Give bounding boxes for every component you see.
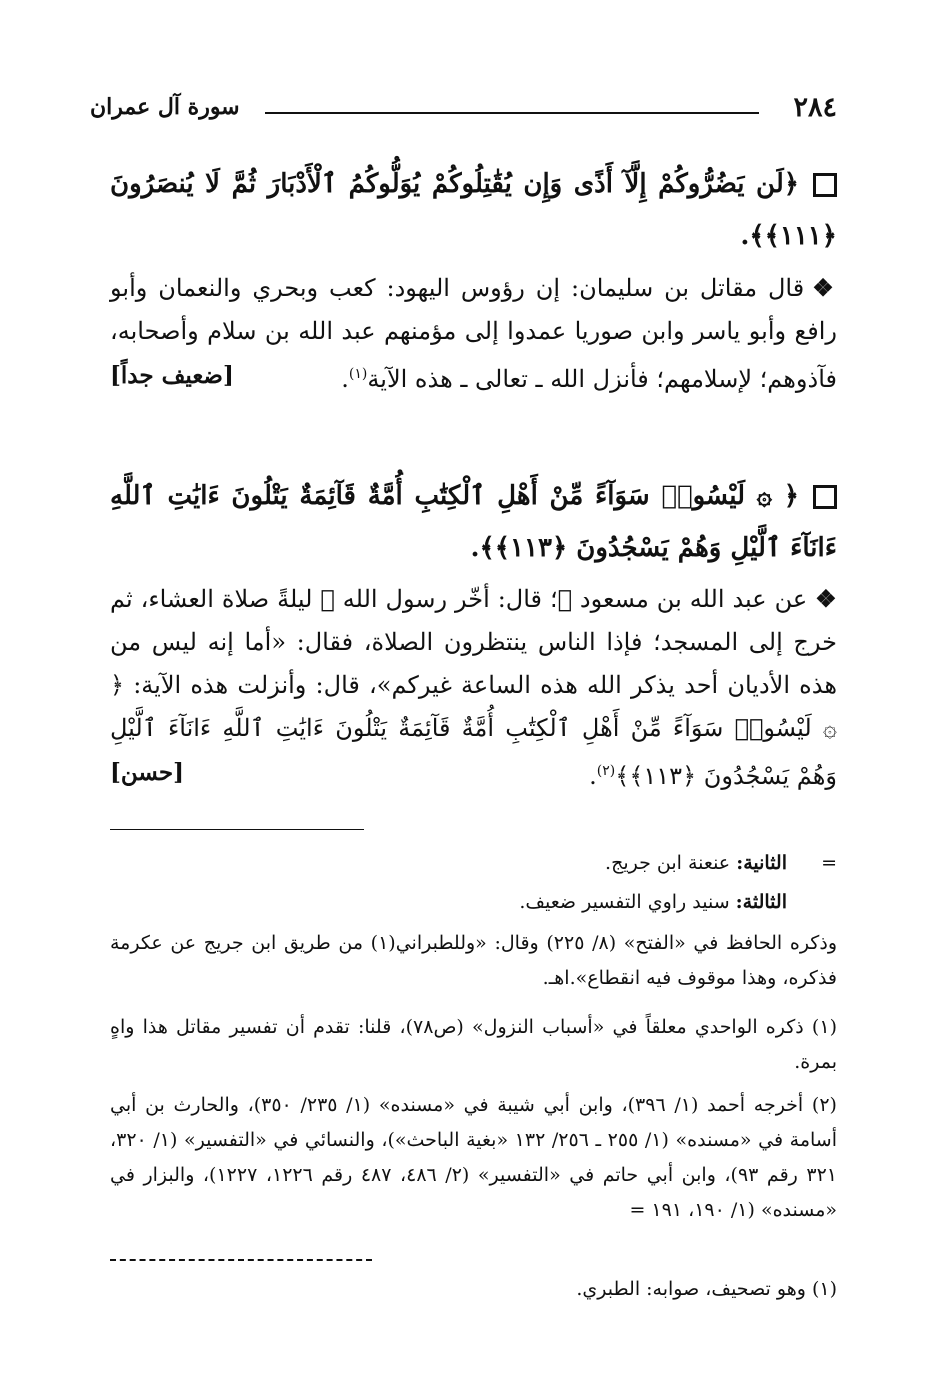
narration-2-text: عن عبد الله بن مسعود ﷺ؛ قال: أخّر رسول الله ﷺ ليلةً صلاة العشاء، ثم خرج إلى المسجد؛ فإذا الناس ينتظرون الصلاة، فقال: «أما إنه ليس من هذه الأديان أحد يذكر الله هذه الساعة غيركم»، قال: وأنزلت هذه الآية: ﴿ ۞ لَيْسُوا۟ سَوَآءً مِّنْ أَهْلِ ٱلْكِتَٰبِ أُمَّةٌ قَآئِمَةٌ يَتْلُونَ ءَايَٰتِ ٱللَّهِ ءَانَآءَ ٱلَّيْلِ وَهُمْ يَسْجُدُونَ ﴿١١٣﴾﴾ — [110, 585, 837, 790]
footnote-text: ذكره الواحدي معلقاً في «أسباب النزول» (ص٧٨)، قلنا: تقدم أن تفسير مقاتل هذا واهٍ بمرة. — [110, 1016, 837, 1073]
subfootnote-1 — [110, 1272, 837, 1307]
footnote-number: (١) — [811, 1278, 837, 1300]
footnote-2 — [110, 1088, 837, 1228]
footnote-label: الثانية: — [736, 852, 787, 874]
footnote-label: الثالثة: — [735, 891, 787, 913]
footnote-number: (٢) — [811, 1094, 837, 1116]
footnote-separator — [110, 829, 364, 830]
narration-2-end: . — [589, 762, 597, 790]
subfootnote-separator — [110, 1259, 372, 1261]
diamond-marker-icon: ❖ — [812, 273, 838, 302]
verse-113-text: ﴿ ۞ لَيْسُوا۟ سَوَآءً مِّنْ أَهْلِ ٱلْكِتَٰبِ أُمَّةٌ قَآئِمَةٌ يَتْلُونَ ءَايَٰتِ ٱللَّهِ ءَانَآءَ ٱلَّيْلِ وَهُمْ يَسْجُدُونَ ﴿١١٣﴾﴾. — [110, 481, 837, 563]
footnote-text: أخرجه أحمد (١/ ٣٩٦)، وابن أبي شيبة في «مسنده» (١/ ٢٣٥/ ٣٥٠)، والحارث بن أبي أسامة في «مسنده» (١/ ٢٥٥ ـ ٢٥٦/ ١٣٢ «بغية الباحث»)، والنسائي في «التفسير» (١/ ٣٢٠، ٣٢١ رقم ٩٣)، وابن أبي حاتم في «التفسير» (٢/ ٤٨٦، ٤٨٧ رقم ١٢٢٦، ١٢٢٧)، والبزار في «مسنده» (١/ ١٩٠، ١٩١ = — [110, 1094, 838, 1221]
narration-1-end: . — [341, 365, 349, 393]
page-number: ٢٨٤ — [793, 92, 837, 123]
continuation-mark: = — [821, 852, 837, 874]
diamond-marker-icon: ❖ — [815, 584, 837, 613]
verse-113-block — [110, 470, 837, 574]
surah-title: سورة آل عمران — [90, 94, 240, 120]
footnote-text: وهو تصحيف، صوابه: الطبري. — [576, 1278, 806, 1300]
page-header — [90, 92, 837, 126]
note-ref: (١) — [348, 366, 368, 382]
narration-2 — [110, 577, 837, 798]
narration-1-text: قال مقاتل بن سليمان: إن رؤوس اليهود: كعب وبحري والنعمان وأبو رافع وأبو ياسر وابن صوريا عمدوا إلى مؤمنهم عبد الله بن سلام وأصحابه، فآذوهم؛ لإسلامهم؛ فأنزل الله ـ تعالى ـ هذه الآية — [110, 274, 837, 393]
footnote-number: (١) — [811, 1016, 837, 1038]
footnote-text: وذكره الحافظ في «الفتح» (٨/ ٢٢٥) وقال: «وللطبراني(١) من طريق ابن جريج عن عكرمة فذكره، وهذا موقوف فيه انقطاع».اهـ. — [110, 932, 837, 989]
footnote-cont-third — [110, 885, 787, 920]
verse-111-block — [110, 158, 837, 262]
square-bullet-icon — [813, 485, 837, 509]
footnote-text: عنعنة ابن جريج. — [605, 852, 731, 874]
footnote-cont-second — [110, 846, 787, 881]
footnote-1 — [110, 1010, 837, 1080]
square-bullet-icon — [813, 173, 837, 197]
grade-verdict: [ضعيف جداً] — [110, 362, 234, 389]
header-rule — [265, 112, 759, 114]
grade-verdict: [حسن] — [110, 759, 185, 786]
narration-1 — [110, 266, 837, 401]
footnote-text: سنيد راوي التفسير ضعيف. — [519, 891, 730, 913]
footnote-hafiz — [110, 926, 837, 996]
verse-111-text: ﴿لَن يَضُرُّوكُمْ إِلَّآ أَذًى وَإِن يُقَٰتِلُوكُمْ يُوَلُّوكُمُ ٱلْأَدْبَارَ ثُمَّ لَا يُنصَرُونَ ﴿١١١﴾﴾. — [110, 169, 837, 251]
note-ref: (٢) — [596, 763, 616, 779]
